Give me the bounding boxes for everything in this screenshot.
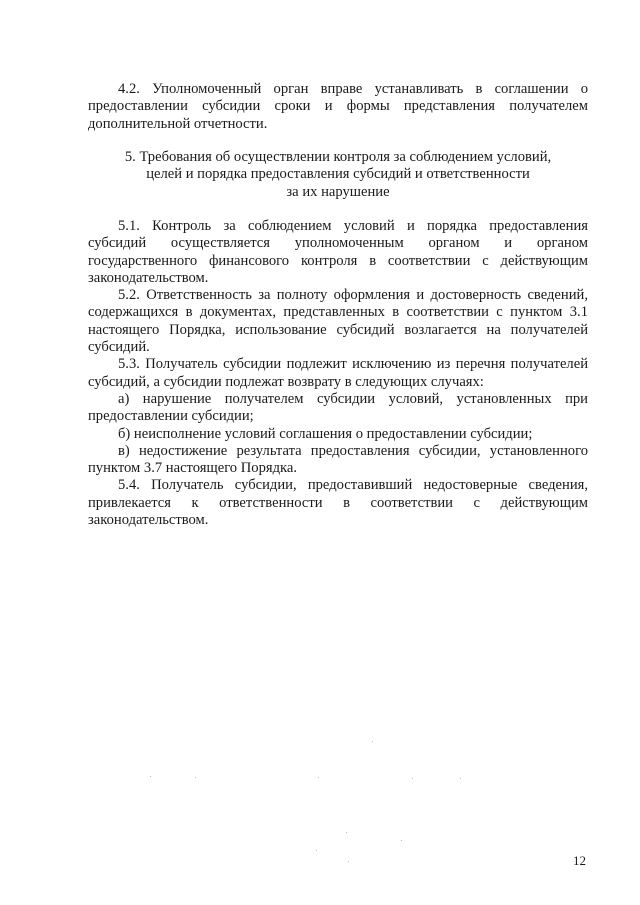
section-5-heading [88,149,588,201]
scan-speck [401,840,402,841]
scan-speck [346,832,347,833]
section-5-heading-line-1: 5. Требования об осуществлении контроля за соблюдением условий, [124,149,552,165]
scan-speck [412,778,413,779]
paragraph-4-2-block [88,81,588,133]
paragraph-5-4: 5.4. Получатель субсидии, предоставивший недостоверные сведения, привлекается к ответственности в соответствии с действующим законодательством. [88,477,588,529]
scan-speck [195,777,196,778]
section-5-heading-line-2: целей и порядка предоставления субсидий и ответственности [146,166,530,183]
scan-speck [150,776,151,777]
page-number: 12 [573,853,586,868]
paragraph-5-3: 5.3. Получатель субсидии подлежит исключению из перечня получателей субсидий, а субсидии подлежат возврату в следующих случаях: [88,356,588,390]
section-5-heading-line-3: за их нарушение [286,183,390,200]
paragraph-5-2: 5.2. Ответственность за полноту оформления и достоверность сведений, содержащихся в документах, представленных в соответствии с пунктом 3.1 настоящего Порядка, использование субсидий возлагается на получателей субсидий. [88,287,588,356]
paragraph-5-1: 5.1. Контроль за соблюдением условий и порядка предоставления субсидий осуществляется уполномоченным органом и органом государственного финансового контроля в соответствии с действующим законодательством. [88,218,588,286]
paragraph-5-3-item-b: б) неисполнение условий соглашения о предоставлении субсидии; [118,425,533,442]
scan-speck [316,850,317,851]
scan-speck [372,741,373,742]
section-5-body [88,218,588,529]
scan-speck [318,777,319,778]
paragraph-5-3-item-c: в) недостижение результата предоставления субсидии, установленного пунктом 3.7 настоящего Порядка. [88,442,588,477]
paragraph-4-2: 4.2. Уполномоченный орган вправе устанавливать в соглашении о предоставлении субсидии сроки и формы представления получателем дополнительной отчетности. [88,81,588,132]
scan-speck [460,778,461,779]
scan-speck [348,861,349,862]
paragraph-5-3-item-a: а) нарушение получателем субсидии условий, установленных при предоставлении субсидии; [88,390,588,425]
